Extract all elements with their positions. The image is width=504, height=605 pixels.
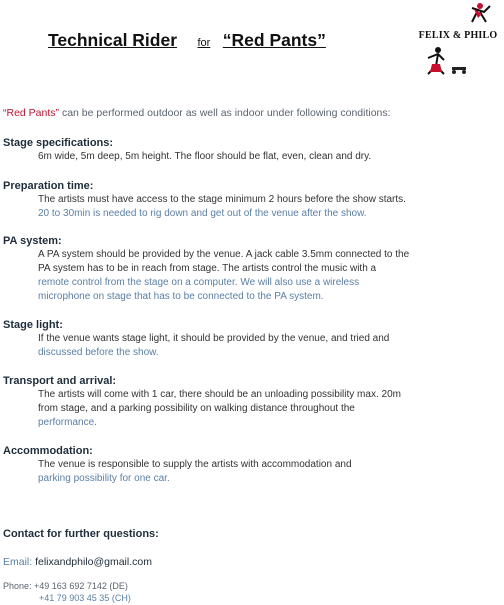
section-stage-specifications bbox=[3, 136, 371, 164]
section-pa-system bbox=[3, 234, 409, 304]
intro-text: can be performed outdoor as well as indoor under following conditions: bbox=[59, 107, 391, 119]
section-line: from stage, and a parking possibility on walking distance throughout the bbox=[38, 403, 355, 414]
section-body bbox=[3, 388, 401, 430]
section-preparation-time bbox=[3, 179, 406, 221]
section-line: parking possibility for one car. bbox=[38, 473, 170, 484]
section-heading: PA system: bbox=[3, 235, 62, 247]
email-label: Email: bbox=[3, 556, 36, 568]
phone-number-de: +49 163 692 7142 (DE) bbox=[34, 581, 128, 591]
section-heading: Preparation time: bbox=[3, 180, 94, 192]
section-line: remote control from the stage on a computer. We will also use a wireless bbox=[38, 277, 360, 288]
intro-sentence bbox=[3, 107, 391, 119]
section-heading: Transport and arrival: bbox=[3, 375, 117, 387]
section-line: 20 to 30min is needed to rig down and get out of the venue after the show. bbox=[38, 208, 367, 219]
contact-heading: Contact for further questions: bbox=[3, 528, 159, 540]
document-title: Technical Rider bbox=[48, 30, 178, 50]
title-for-word: for bbox=[197, 37, 211, 49]
section-stage-light bbox=[3, 318, 389, 360]
email-line bbox=[3, 556, 152, 568]
section-body bbox=[3, 332, 389, 360]
section-line: The artists must have access to the stage minimum 2 hours before the show starts. bbox=[38, 194, 406, 205]
section-line: performance. bbox=[38, 417, 97, 428]
section-line: The artists will come with 1 car, there should be an unloading possibility max. 20m bbox=[38, 389, 401, 400]
section-line: discussed before the show. bbox=[38, 347, 159, 358]
section-heading: Stage specifications: bbox=[3, 137, 114, 149]
section-line: The venue is responsible to supply the artists with accommodation and bbox=[38, 459, 352, 470]
phone-block bbox=[3, 580, 131, 604]
phone-number-ch: +41 79 903 45 35 (CH) bbox=[39, 593, 131, 603]
section-line: A PA system should be provided by the venue. A jack cable 3.5mm connected to the bbox=[38, 249, 410, 260]
section-body bbox=[3, 248, 409, 304]
section-accommodation bbox=[3, 444, 352, 486]
logo-text: FELIX & PHILO bbox=[418, 30, 498, 41]
section-transport-arrival bbox=[3, 374, 401, 430]
phone-label: Phone: bbox=[3, 581, 35, 591]
section-line: PA system has to be in reach from stage. The artists control the music with a bbox=[38, 263, 377, 274]
section-heading: Stage light: bbox=[3, 319, 63, 331]
document-title-row bbox=[48, 30, 326, 51]
felix-philo-logo bbox=[410, 0, 504, 78]
email-link[interactable]: felixandphilo@gmail.com bbox=[35, 556, 152, 568]
section-line: 6m wide, 5m deep, 5m height. The floor should be flat, even, clean and dry. bbox=[38, 151, 372, 162]
show-name: “Red Pants” bbox=[222, 30, 326, 50]
section-body bbox=[3, 458, 352, 486]
section-line: microphone on stage that has to be connected to the PA system. bbox=[38, 291, 324, 302]
section-line: If the venue wants stage light, it should be provided by the venue, and tried and bbox=[38, 333, 390, 344]
section-body bbox=[3, 150, 371, 164]
section-heading: Accommodation: bbox=[3, 445, 93, 457]
section-body bbox=[3, 193, 406, 221]
intro-show-name: “Red Pants” bbox=[3, 107, 60, 119]
